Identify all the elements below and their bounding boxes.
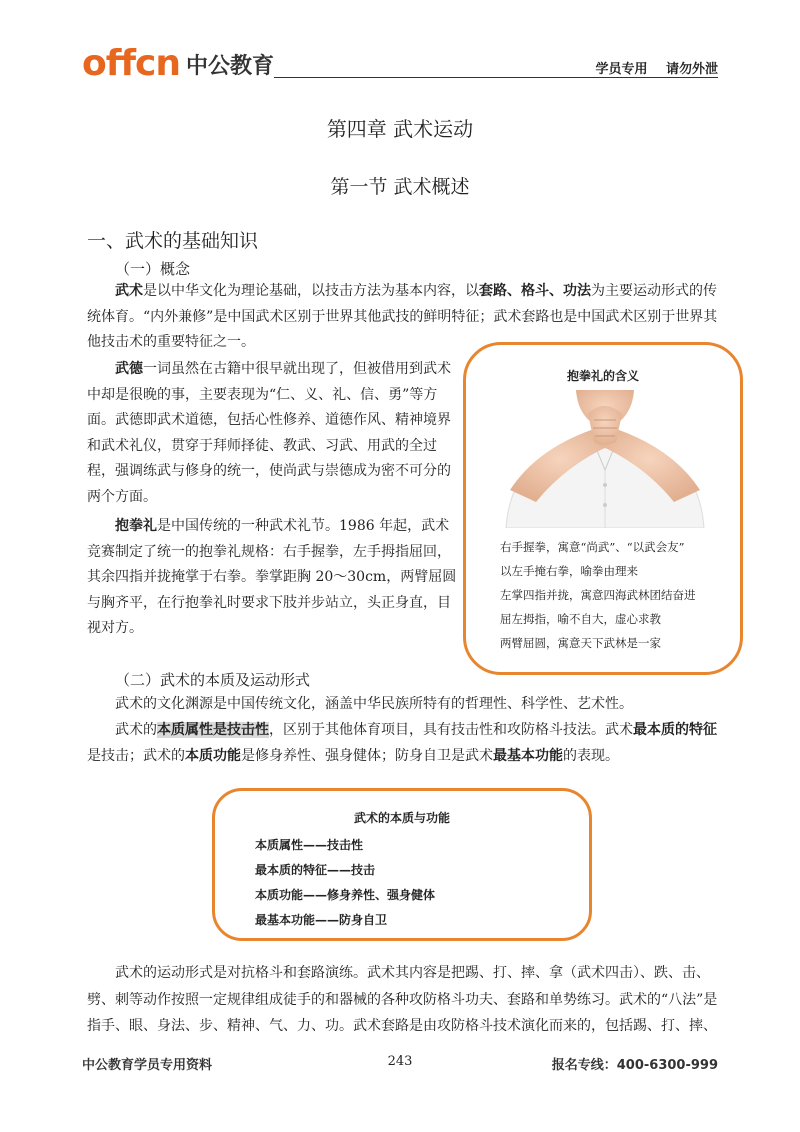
card-title: 抱拳礼的含义 <box>566 369 639 383</box>
nature-box-line: 本质功能——修身养性、强身健体 <box>255 888 436 902</box>
term-wushu: 武术 <box>115 283 143 299</box>
paragraph-essence: 武术的本质属性是技击性，区别于其他体育项目，具有技击性和攻防格斗技法。武术最本质的特征是技击；武术的本质功能是修身养性、强身健体；防身自卫是武术最基本功能的表现。 <box>87 722 717 764</box>
section-title: 第一节 武术概述 <box>330 176 470 198</box>
footer-hotline: 报名专线：400-6300-999 <box>551 1058 718 1073</box>
logo-chinese-name: 中公教育 <box>186 54 275 79</box>
card-line: 两臂屈圆，寓意天下武林是一家 <box>500 636 661 650</box>
chapter-title: 第四章 武术运动 <box>326 117 474 141</box>
term-essential-attribute: 本质属性是技击性 <box>157 722 269 738</box>
nature-box-line: 最基本功能——防身自卫 <box>255 913 388 927</box>
header-note-1: 学员专用 <box>595 62 648 77</box>
page-header <box>82 30 718 82</box>
fist-salute-photo <box>496 390 714 528</box>
subheading-concept: （一）概念 <box>115 260 191 278</box>
heading-basic-knowledge: 一、武术的基础知识 <box>87 230 259 252</box>
card-line: 以左手掩右拳，喻拳由理来 <box>500 564 638 578</box>
page-number: 243 <box>387 1054 413 1069</box>
term-wude: 武德 <box>115 361 143 377</box>
nature-box-list <box>255 833 435 933</box>
nature-box-line: 本质属性——技击性 <box>255 838 364 852</box>
term-essential-feature: 最本质的特征 <box>633 722 717 738</box>
card-line: 左掌四指并拢，寓意四海武林团结奋进 <box>500 588 696 602</box>
paragraph-movement-forms: 武术的运动形式是对抗格斗和套路演练。武术其内容是把踢、打、摔、拿（武术四击）、跌、击、劈、刺等动作按照一定规律组成徒手的和器械的各种攻防格斗功夫、套路和单势练习。武术的“八法”是指手、眼、身法、步、精神、气、力、功。武术套路是由攻防格斗技术演化而来的，包括踢、打、摔、 <box>87 965 718 1034</box>
header-note <box>581 58 718 77</box>
header-note-2: 请勿外泄 <box>665 62 718 77</box>
term-forms: 套路、格斗、功法 <box>479 283 591 299</box>
term-basic-function: 最基本功能 <box>493 747 563 764</box>
header-rule <box>274 77 718 78</box>
paragraph-culture-origin: 武术的文化渊源是中国传统文化，涵盖中华民族所特有的哲理性、科学性、艺术性。 <box>115 696 633 712</box>
footer-left: 中公教育学员专用资料 <box>82 1058 213 1073</box>
nature-function-box <box>212 788 592 941</box>
subheading-nature: （二）武术的本质及运动形式 <box>115 671 311 689</box>
paragraph-baoquanli: 抱拳礼是中国传统的一种武术礼节。1986 年起，武术竞赛制定了统一的抱拳礼规格：右手握拳，左手拇指屈回，其余四指并拢掩掌于右拳。拳掌距胸 20～30cm，两臂屈圆与胸齐平，在行抱拳礼时要求下肢并步站立，头正身直，目视对方。 <box>87 518 457 636</box>
nature-box-title: 武术的本质与功能 <box>353 811 450 825</box>
offcn-logo <box>82 38 274 82</box>
paragraph-wude: 武德一词虽然在古籍中很早就出现了，但被借用到武术中却是很晚的事，主要表现为“仁、义、礼、信、勇”等方面。武德即武术道德，包括心性修养、道德作风、精神境界和武术礼仪，贯穿于拜师择徒、教武、习武、用武的全过程，强调练武与修身的统一，使尚武与崇德成为密不可分的两个方面。 <box>87 361 451 505</box>
nature-box-line: 最本质的特征——技击 <box>255 863 376 877</box>
term-essential-function: 本质功能 <box>185 747 241 764</box>
salute-meaning-card <box>463 342 743 675</box>
paragraph-wushu-definition: 武术是以中华文化为理论基础，以技击方法为基本内容，以套路、格斗、功法为主要运动形式的传统体育。“内外兼修”是中国武术区别于世界其他武技的鲜明特征；武术套路也是中国武术区别于世界其他技击术的重要特征之一。 <box>87 283 718 350</box>
card-meaning-list <box>500 535 696 655</box>
term-baoquanli: 抱拳礼 <box>115 518 157 534</box>
page-footer <box>82 1054 718 1074</box>
logo-mark: offcn <box>82 43 181 84</box>
card-line: 屈左拇指，喻不自大，虚心求教 <box>500 612 661 626</box>
card-line: 右手握拳，寓意“尚武”、“以武会友” <box>500 540 685 554</box>
